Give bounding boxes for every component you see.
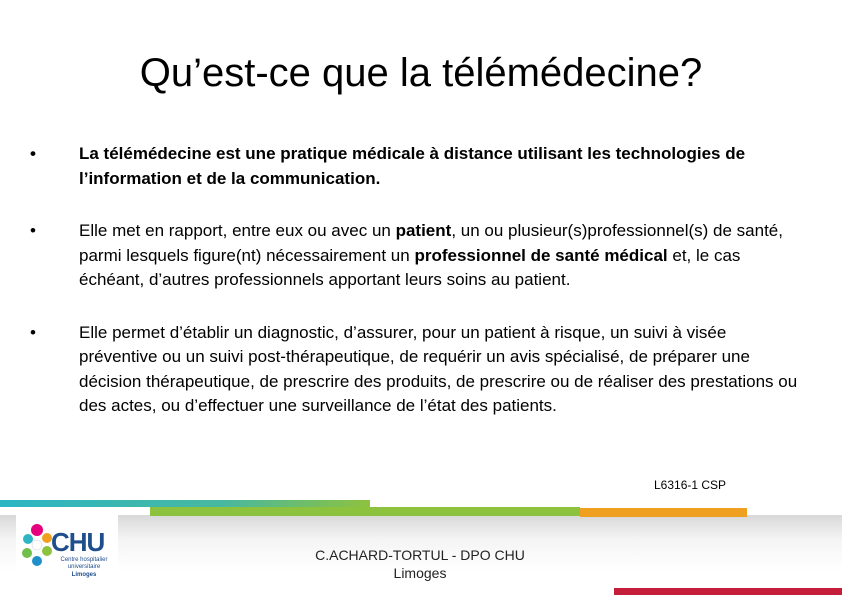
bullet-text-part: et, le cas échéant, d’autres professionnels apportant leurs soins au patient. (79, 245, 741, 289)
footer-green-band (150, 507, 580, 516)
logo-city: Limoges (71, 572, 97, 578)
bullet-dot: • (30, 221, 36, 240)
bullet-item-relation (30, 219, 800, 293)
bullet-text-part: Elle met en rapport, entre eux ou avec un (79, 221, 396, 240)
footer-line-1: C.ACHARD-TORTUL - DPO CHU (315, 547, 525, 563)
chu-logo-flower-icon (20, 520, 54, 580)
footer-orange-band (580, 508, 747, 517)
bullet-text: Elle permet d’établir un diagnostic, d’assurer, pour un patient à risque, un suivi à visée préventive ou un suivi post-thérapeutique, de requérir un avis spécialisé, de préparer une décision thérapeutique, de prescrire des produits, de prescrire ou de réaliser des prestations ou des actes, ou d’effectuer une surveillance de l’état des patients. (79, 322, 798, 415)
logo-subtitle: Centre hospitalier universitaire (60, 557, 108, 570)
footer-author (290, 546, 550, 582)
bullet-dot: • (30, 322, 36, 342)
footer-red-mark (614, 588, 842, 595)
bullet-dot: • (30, 144, 36, 163)
footer-line-2: Limoges (393, 565, 447, 581)
bullet-strong-professional: professionnel de santé médical (414, 245, 668, 265)
bullet-text: La télémédecine est une pratique médicale à distance utilisant les technologies de l’information et de la communication. (79, 144, 746, 188)
footer-teal-band (0, 500, 370, 507)
logo-wordmark: CHU (51, 527, 105, 557)
bullet-text-part: , un ou plusieur(s)professionnel(s) de santé, parmi lesquels figure(nt) nécessairement un (79, 221, 783, 265)
bullet-item-definition (30, 142, 800, 191)
legal-reference: L6316-1 CSP (654, 478, 727, 492)
bullet-list (30, 142, 800, 419)
page-title: Qu’est-ce que la télémédecine? (139, 51, 703, 95)
bullet-strong-patient: patient (395, 221, 452, 240)
bullet-item-purpose (30, 321, 800, 419)
